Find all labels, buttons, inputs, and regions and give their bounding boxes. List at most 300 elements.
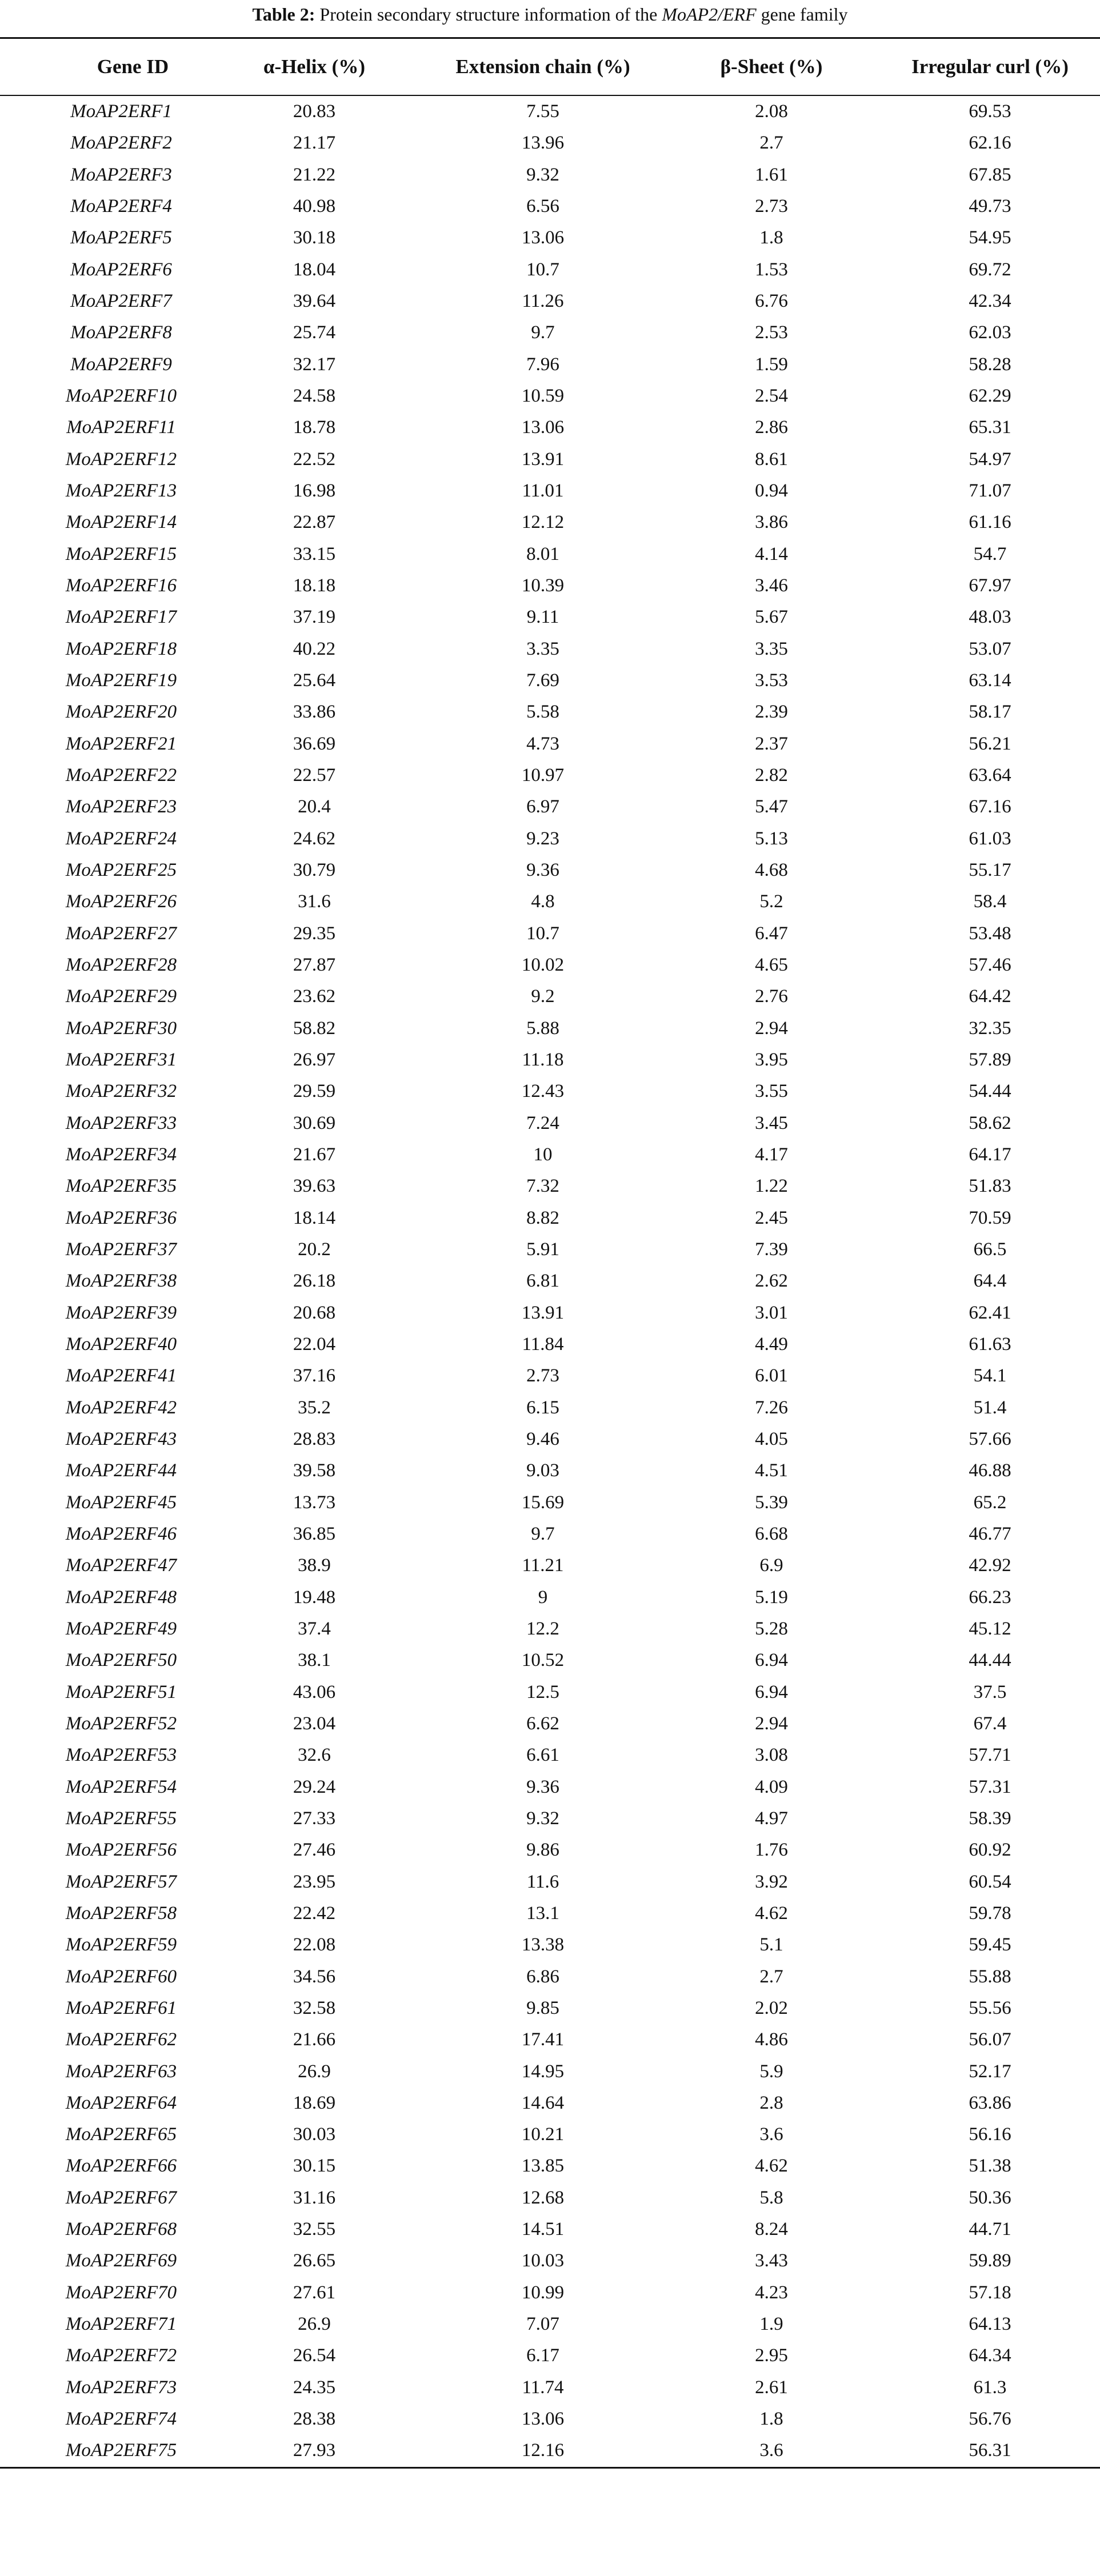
cell-beta-sheet: 2.62: [755, 1271, 788, 1292]
cell-gene-id: MoAP2ERF35: [65, 1176, 177, 1197]
table-row: [0, 1993, 1100, 2024]
cell-irregular-curl: 67.4: [973, 1713, 1007, 1734]
cell-alpha-helix: 23.04: [293, 1713, 336, 1734]
table-row: [0, 1581, 1100, 1613]
cell-extension-chain: 7.24: [526, 1112, 559, 1133]
table-row: [0, 1740, 1100, 1771]
cell-beta-sheet: 0.94: [755, 480, 788, 502]
cell-irregular-curl: 55.17: [969, 860, 1011, 881]
cell-irregular-curl: 64.13: [969, 2314, 1011, 2335]
cell-beta-sheet: 3.43: [755, 2250, 788, 2271]
cell-alpha-helix: 18.78: [293, 417, 336, 438]
cell-extension-chain: 6.62: [526, 1713, 559, 1734]
cell-irregular-curl: 62.29: [969, 386, 1011, 407]
header-gene-id: Gene ID: [0, 38, 206, 96]
cell-irregular-curl: 61.16: [969, 512, 1011, 533]
cell-irregular-curl: 51.4: [973, 1397, 1007, 1418]
cell-beta-sheet: 2.8: [759, 2092, 783, 2113]
cell-irregular-curl: 58.4: [973, 891, 1007, 912]
cell-beta-sheet: 2.08: [755, 101, 788, 122]
cell-alpha-helix: 40.98: [293, 196, 336, 217]
cell-alpha-helix: 33.15: [293, 543, 336, 564]
cell-irregular-curl: 69.53: [969, 101, 1011, 122]
cell-extension-chain: 13.96: [521, 133, 565, 154]
cell-extension-chain: 3.35: [526, 638, 559, 659]
cell-beta-sheet: 5.2: [759, 891, 783, 912]
table-row: [0, 444, 1100, 475]
caption-text-end: gene family: [756, 4, 848, 25]
cell-irregular-curl: 67.85: [969, 164, 1011, 185]
cell-alpha-helix: 23.95: [293, 1871, 336, 1892]
cell-gene-id: MoAP2ERF37: [65, 1239, 177, 1260]
cell-gene-id: MoAP2ERF21: [65, 733, 177, 754]
table-row: [0, 696, 1100, 728]
table-row: [0, 1044, 1100, 1076]
cell-beta-sheet: 5.28: [755, 1618, 788, 1639]
cell-irregular-curl: 37.5: [973, 1681, 1007, 1702]
cell-alpha-helix: 21.17: [293, 133, 336, 154]
secondary-structure-table: [0, 37, 1100, 2469]
cell-gene-id: MoAP2ERF57: [65, 1871, 177, 1892]
cell-extension-chain: 11.84: [522, 1333, 564, 1355]
cell-irregular-curl: 49.73: [969, 196, 1011, 217]
cell-extension-chain: 17.41: [521, 2029, 565, 2050]
cell-beta-sheet: 3.53: [755, 670, 788, 691]
cell-alpha-helix: 40.22: [293, 638, 336, 659]
cell-alpha-helix: 32.55: [293, 2219, 336, 2240]
cell-extension-chain: 10.59: [521, 386, 565, 407]
cell-gene-id: MoAP2ERF72: [65, 2345, 177, 2366]
cell-beta-sheet: 1.8: [759, 2409, 783, 2430]
cell-extension-chain: 14.64: [521, 2092, 565, 2113]
table-row: [0, 981, 1100, 1012]
cell-alpha-helix: 32.6: [298, 1745, 331, 1766]
cell-irregular-curl: 42.92: [969, 1555, 1011, 1576]
cell-beta-sheet: 1.9: [759, 2314, 783, 2335]
table-caption: [0, 0, 1100, 29]
cell-alpha-helix: 26.9: [298, 2061, 331, 2082]
caption-label: Table 2:: [252, 4, 315, 25]
table-row: [0, 1961, 1100, 1992]
cell-extension-chain: 15.69: [521, 1492, 565, 1513]
cell-gene-id: MoAP2ERF45: [65, 1492, 177, 1513]
cell-alpha-helix: 24.35: [293, 2377, 336, 2398]
cell-alpha-helix: 37.19: [293, 607, 336, 628]
cell-gene-id: MoAP2ERF50: [65, 1650, 177, 1671]
cell-extension-chain: 7.07: [526, 2314, 559, 2335]
cell-beta-sheet: 1.8: [759, 227, 783, 249]
cell-alpha-helix: 39.63: [293, 1176, 336, 1197]
cell-gene-id: MoAP2ERF30: [65, 1017, 177, 1039]
caption-gene-family: MoAP2/ERF: [662, 4, 757, 25]
table-row: [0, 1676, 1100, 1708]
cell-beta-sheet: 5.19: [755, 1587, 788, 1608]
table-row: [0, 918, 1100, 950]
cell-beta-sheet: 4.86: [755, 2029, 788, 2050]
cell-irregular-curl: 56.21: [969, 733, 1011, 754]
caption-text: Protein secondary structure information of the: [315, 4, 662, 25]
table-row: [0, 2435, 1100, 2467]
header-alpha-helix: α-Helix (%): [206, 38, 423, 96]
cell-beta-sheet: 3.01: [755, 1302, 788, 1323]
cell-beta-sheet: 5.8: [759, 2187, 783, 2208]
cell-beta-sheet: 6.68: [755, 1523, 788, 1544]
cell-alpha-helix: 29.24: [293, 1776, 336, 1797]
cell-alpha-helix: 39.64: [293, 291, 336, 312]
cell-beta-sheet: 2.95: [755, 2345, 788, 2366]
cell-irregular-curl: 63.86: [969, 2092, 1011, 2113]
cell-gene-id: MoAP2ERF44: [65, 1460, 177, 1481]
cell-beta-sheet: 3.46: [755, 575, 788, 596]
cell-beta-sheet: 3.45: [755, 1112, 788, 1133]
cell-extension-chain: 7.32: [526, 1176, 559, 1197]
table-row: [0, 570, 1100, 602]
cell-gene-id: MoAP2ERF43: [65, 1428, 177, 1449]
table-row: [0, 1360, 1100, 1392]
cell-irregular-curl: 32.35: [969, 1017, 1011, 1039]
cell-extension-chain: 10.99: [521, 2282, 565, 2303]
table-row: [0, 1550, 1100, 1581]
cell-extension-chain: 9.86: [526, 1840, 559, 1861]
table-row: [0, 2372, 1100, 2403]
table-row: [0, 507, 1100, 538]
cell-gene-id: MoAP2ERF42: [65, 1397, 177, 1418]
cell-extension-chain: 10.39: [521, 575, 565, 596]
table-row: [0, 1519, 1100, 1550]
table-row: [0, 950, 1100, 981]
cell-irregular-curl: 54.44: [969, 1081, 1011, 1102]
cell-extension-chain: 11.18: [522, 1049, 564, 1070]
cell-irregular-curl: 59.45: [969, 1934, 1011, 1956]
cell-extension-chain: 13.85: [521, 2156, 565, 2177]
cell-irregular-curl: 60.54: [969, 1871, 1011, 1892]
cell-extension-chain: 11.01: [522, 480, 564, 502]
table-row: [0, 380, 1100, 412]
cell-gene-id: MoAP2ERF54: [65, 1776, 177, 1797]
header-row: [0, 38, 1100, 96]
table-row: [0, 1076, 1100, 1107]
cell-alpha-helix: 20.4: [298, 796, 331, 818]
cell-irregular-curl: 57.71: [969, 1745, 1011, 1766]
cell-extension-chain: 6.17: [526, 2345, 559, 2366]
cell-beta-sheet: 2.86: [755, 417, 788, 438]
cell-beta-sheet: 6.9: [759, 1555, 783, 1576]
cell-extension-chain: 12.16: [423, 2435, 663, 2467]
cell-alpha-helix: 20.2: [298, 1239, 331, 1260]
table-row: [0, 2119, 1100, 2150]
table-row: [0, 1834, 1100, 1866]
cell-beta-sheet: 2.61: [755, 2377, 788, 2398]
table-row: [0, 1803, 1100, 1834]
cell-alpha-helix: 30.69: [293, 1112, 336, 1133]
cell-gene-id: MoAP2ERF19: [65, 670, 177, 691]
cell-beta-sheet: 5.67: [755, 607, 788, 628]
cell-beta-sheet: 2.73: [755, 196, 788, 217]
table-row: [0, 2088, 1100, 2119]
cell-extension-chain: 4.73: [526, 733, 559, 754]
cell-gene-id: MoAP2ERF61: [65, 1997, 177, 2018]
cell-irregular-curl: 48.03: [969, 607, 1011, 628]
cell-irregular-curl: 70.59: [969, 1207, 1011, 1228]
cell-gene-id: MoAP2ERF3: [70, 164, 172, 185]
cell-beta-sheet: 1.61: [755, 164, 788, 185]
cell-beta-sheet: 2.02: [755, 1997, 788, 2018]
cell-alpha-helix: 21.67: [293, 1144, 336, 1165]
cell-gene-id: MoAP2ERF65: [65, 2124, 177, 2145]
cell-alpha-helix: 24.62: [293, 828, 336, 849]
cell-gene-id: MoAP2ERF32: [65, 1081, 177, 1102]
cell-alpha-helix: 26.9: [298, 2314, 331, 2335]
cell-gene-id: MoAP2ERF26: [65, 891, 177, 912]
cell-extension-chain: 13.1: [526, 1902, 559, 1924]
cell-gene-id: MoAP2ERF48: [65, 1587, 177, 1608]
cell-alpha-helix: 29.59: [293, 1081, 336, 1102]
cell-extension-chain: 2.73: [526, 1365, 559, 1387]
cell-extension-chain: 13.91: [521, 448, 565, 470]
cell-alpha-helix: 28.38: [293, 2409, 336, 2430]
cell-irregular-curl: 44.44: [969, 1650, 1011, 1671]
cell-gene-id: MoAP2ERF28: [65, 955, 177, 976]
table-row: [0, 2150, 1100, 2182]
cell-beta-sheet: 1.22: [755, 1176, 788, 1197]
cell-alpha-helix: 18.14: [293, 1207, 336, 1228]
cell-irregular-curl: 57.89: [969, 1049, 1011, 1070]
cell-gene-id: MoAP2ERF59: [65, 1934, 177, 1956]
cell-irregular-curl: 60.92: [969, 1840, 1011, 1861]
table-row: [0, 1171, 1100, 1202]
cell-gene-id: MoAP2ERF2: [70, 133, 172, 154]
table-row: [0, 475, 1100, 507]
cell-extension-chain: 9.2: [531, 986, 555, 1007]
table-row: [0, 791, 1100, 823]
cell-irregular-curl: 54.1: [973, 1365, 1007, 1387]
cell-extension-chain: 4.8: [531, 891, 555, 912]
cell-gene-id: MoAP2ERF29: [65, 986, 177, 1007]
cell-irregular-curl: 61.3: [973, 2377, 1007, 2398]
cell-irregular-curl: 42.34: [969, 291, 1011, 312]
cell-alpha-helix: 26.54: [293, 2345, 336, 2366]
table-row: [0, 602, 1100, 633]
cell-irregular-curl: 65.31: [969, 417, 1011, 438]
cell-beta-sheet: 4.62: [755, 1902, 788, 1924]
cell-gene-id: MoAP2ERF34: [65, 1144, 177, 1165]
cell-extension-chain: 8.82: [526, 1207, 559, 1228]
cell-irregular-curl: 58.17: [969, 702, 1011, 723]
cell-gene-id: MoAP2ERF5: [70, 227, 172, 249]
cell-alpha-helix: 27.46: [293, 1840, 336, 1861]
cell-alpha-helix: 30.18: [293, 227, 336, 249]
cell-extension-chain: 9.23: [526, 828, 559, 849]
cell-gene-id: MoAP2ERF15: [65, 543, 177, 564]
cell-extension-chain: 13.06: [521, 2409, 565, 2430]
table-row: [0, 349, 1100, 380]
cell-extension-chain: 12.12: [521, 512, 565, 533]
cell-gene-id: MoAP2ERF18: [65, 638, 177, 659]
cell-gene-id: MoAP2ERF38: [65, 1271, 177, 1292]
table-row: [0, 2056, 1100, 2087]
cell-gene-id: MoAP2ERF56: [65, 1840, 177, 1861]
cell-gene-id: MoAP2ERF11: [66, 417, 176, 438]
cell-gene-id: MoAP2ERF24: [65, 828, 177, 849]
cell-alpha-helix: 21.66: [293, 2029, 336, 2050]
cell-beta-sheet: 4.14: [755, 543, 788, 564]
cell-beta-sheet: 4.23: [755, 2282, 788, 2303]
cell-gene-id: MoAP2ERF39: [65, 1302, 177, 1323]
cell-irregular-curl: 53.07: [969, 638, 1011, 659]
cell-irregular-curl: 58.39: [969, 1808, 1011, 1829]
cell-beta-sheet: 4.68: [755, 860, 788, 881]
cell-gene-id: MoAP2ERF1: [70, 101, 172, 122]
table-row: [0, 1708, 1100, 1740]
cell-beta-sheet: 6.94: [755, 1681, 788, 1702]
table-row: [0, 2277, 1100, 2309]
cell-beta-sheet: 6.76: [755, 291, 788, 312]
cell-extension-chain: 9.36: [526, 1776, 559, 1797]
cell-gene-id: MoAP2ERF46: [65, 1523, 177, 1544]
cell-extension-chain: 9.7: [531, 1523, 555, 1544]
cell-irregular-curl: 65.2: [973, 1492, 1007, 1513]
cell-irregular-curl: 66.23: [969, 1587, 1011, 1608]
cell-beta-sheet: 1.59: [755, 354, 788, 375]
table-row: [0, 665, 1100, 696]
table-row: [0, 1013, 1100, 1044]
cell-alpha-helix: 29.35: [293, 923, 336, 944]
cell-alpha-helix: 16.98: [293, 480, 336, 502]
cell-alpha-helix: 27.33: [293, 1808, 336, 1829]
cell-extension-chain: 10: [533, 1144, 553, 1165]
cell-irregular-curl: 59.78: [969, 1902, 1011, 1924]
table-row: [0, 823, 1100, 855]
table-row: [0, 222, 1100, 254]
cell-extension-chain: 7.96: [526, 354, 559, 375]
cell-beta-sheet: 3.86: [755, 512, 788, 533]
cell-alpha-helix: 58.82: [293, 1017, 336, 1039]
table-row: [0, 1771, 1100, 1802]
cell-extension-chain: 9.03: [526, 1460, 559, 1481]
cell-irregular-curl: 64.17: [969, 1144, 1011, 1165]
cell-gene-id: MoAP2ERF10: [65, 386, 177, 407]
table-row: [0, 728, 1100, 760]
cell-extension-chain: 13.91: [521, 1302, 565, 1323]
cell-beta-sheet: 2.76: [755, 986, 788, 1007]
table-row: [0, 1898, 1100, 1929]
header-irregular-curl: Irregular curl (%): [880, 38, 1100, 96]
cell-extension-chain: 9.32: [526, 1808, 559, 1829]
cell-irregular-curl: 52.17: [969, 2061, 1011, 2082]
table-row: [0, 2340, 1100, 2371]
cell-irregular-curl: 56.16: [969, 2124, 1011, 2145]
cell-gene-id: MoAP2ERF27: [65, 923, 177, 944]
cell-gene-id: MoAP2ERF64: [65, 2092, 177, 2113]
cell-gene-id: MoAP2ERF13: [65, 480, 177, 502]
cell-extension-chain: 12.5: [526, 1681, 559, 1702]
cell-extension-chain: 10.21: [521, 2124, 565, 2145]
cell-alpha-helix: 30.03: [293, 2124, 336, 2145]
cell-beta-sheet: 4.17: [755, 1144, 788, 1165]
cell-alpha-helix: 26.18: [293, 1271, 336, 1292]
cell-gene-id: MoAP2ERF22: [65, 765, 177, 786]
table-row: [0, 2182, 1100, 2214]
cell-beta-sheet: 5.47: [755, 796, 788, 818]
cell-beta-sheet: 8.24: [755, 2219, 788, 2240]
table-row: [0, 2403, 1100, 2435]
cell-alpha-helix: 27.93: [206, 2435, 423, 2467]
cell-alpha-helix: 36.69: [293, 733, 336, 754]
cell-alpha-helix: 31.6: [298, 891, 331, 912]
cell-beta-sheet: 1.53: [755, 259, 788, 280]
cell-gene-id: MoAP2ERF73: [65, 2377, 177, 2398]
cell-beta-sheet: 3.6: [663, 2435, 880, 2467]
cell-irregular-curl: 64.34: [969, 2345, 1011, 2366]
cell-extension-chain: 9.32: [526, 164, 559, 185]
cell-alpha-helix: 35.2: [298, 1397, 331, 1418]
cell-irregular-curl: 46.88: [969, 1460, 1011, 1481]
cell-beta-sheet: 3.35: [755, 638, 788, 659]
cell-irregular-curl: 56.07: [969, 2029, 1011, 2050]
cell-irregular-curl: 54.7: [973, 543, 1007, 564]
cell-extension-chain: 6.81: [526, 1271, 559, 1292]
cell-extension-chain: 11.21: [522, 1555, 564, 1576]
cell-irregular-curl: 45.12: [969, 1618, 1011, 1639]
cell-extension-chain: 12.43: [521, 1081, 565, 1102]
cell-gene-id: MoAP2ERF74: [65, 2409, 177, 2430]
cell-extension-chain: 10.7: [526, 259, 559, 280]
table-row: [0, 539, 1100, 570]
table-row: [0, 1234, 1100, 1265]
cell-alpha-helix: 19.48: [293, 1587, 336, 1608]
cell-irregular-curl: 62.16: [969, 133, 1011, 154]
cell-gene-id: MoAP2ERF20: [65, 702, 177, 723]
cell-beta-sheet: 4.62: [755, 2156, 788, 2177]
cell-alpha-helix: 20.68: [293, 1302, 336, 1323]
cell-beta-sheet: 4.49: [755, 1333, 788, 1355]
cell-extension-chain: 10.7: [526, 923, 559, 944]
cell-irregular-curl: 56.31: [880, 2435, 1100, 2467]
cell-extension-chain: 10.02: [521, 955, 565, 976]
cell-irregular-curl: 58.28: [969, 354, 1011, 375]
cell-extension-chain: 5.58: [526, 702, 559, 723]
cell-extension-chain: 7.69: [526, 670, 559, 691]
cell-irregular-curl: 61.03: [969, 828, 1011, 849]
table-row: [0, 1392, 1100, 1423]
cell-extension-chain: 5.88: [526, 1017, 559, 1039]
cell-gene-id: MoAP2ERF41: [65, 1365, 177, 1387]
table-row: [0, 1866, 1100, 1897]
cell-alpha-helix: 37.4: [298, 1618, 331, 1639]
table-row: [0, 634, 1100, 665]
cell-gene-id: MoAP2ERF6: [70, 259, 172, 280]
cell-gene-id: MoAP2ERF53: [65, 1745, 177, 1766]
cell-irregular-curl: 64.4: [973, 1271, 1007, 1292]
table-row: [0, 1297, 1100, 1328]
table-row: [0, 191, 1100, 222]
cell-irregular-curl: 64.42: [969, 986, 1011, 1007]
cell-gene-id: MoAP2ERF47: [65, 1555, 177, 1576]
cell-beta-sheet: 5.39: [755, 1492, 788, 1513]
cell-beta-sheet: 2.37: [755, 733, 788, 754]
table-row: [0, 1265, 1100, 1297]
cell-gene-id: MoAP2ERF70: [65, 2282, 177, 2303]
table-row: [0, 286, 1100, 317]
cell-beta-sheet: 6.01: [755, 1365, 788, 1387]
cell-alpha-helix: 39.58: [293, 1460, 336, 1481]
cell-extension-chain: 8.01: [526, 543, 559, 564]
table-row: [0, 1645, 1100, 1676]
cell-gene-id: MoAP2ERF36: [65, 1207, 177, 1228]
cell-gene-id: MoAP2ERF69: [65, 2250, 177, 2271]
cell-alpha-helix: 24.58: [293, 386, 336, 407]
cell-irregular-curl: 61.63: [969, 1333, 1011, 1355]
